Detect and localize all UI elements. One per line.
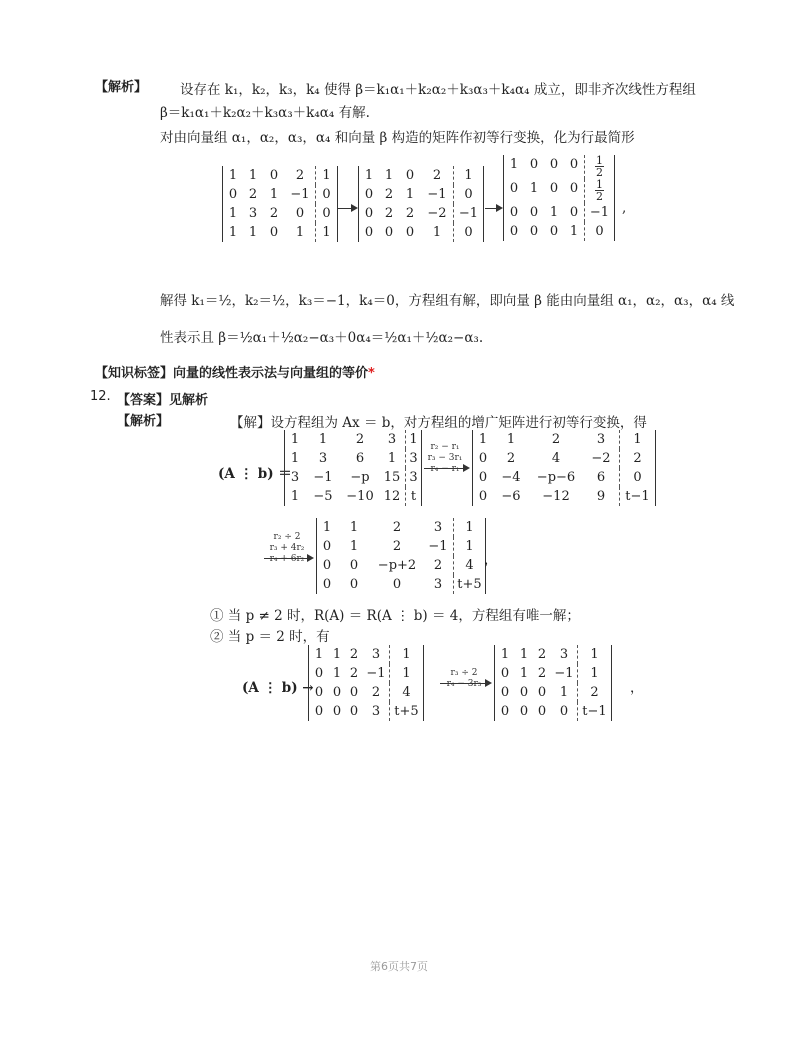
question-number: 12. [90, 389, 111, 404]
knowledge-tag [95, 362, 375, 381]
matrix-cell: 1 [405, 430, 421, 449]
ops-a [424, 442, 466, 475]
matrix-cell: −1 [554, 666, 574, 681]
row-op-label: r₂ ÷ 2 [273, 532, 301, 542]
matrix-cell: $\frac{1}{2}$ [584, 155, 614, 179]
matrix-cell: t−1 [619, 487, 655, 506]
matrix-cell: 1 [506, 432, 516, 447]
matrix-cell: t+5 [453, 575, 485, 594]
matrix-cell: 2 [248, 187, 258, 202]
star-icon: * [368, 366, 375, 381]
matrix-cell: 1 [559, 685, 569, 700]
matrix-cell: 3 [371, 647, 381, 662]
matrix-cell: 1 [389, 645, 423, 664]
matrix-cell: 1 [248, 225, 258, 240]
row-op-label: r₃ ÷ 2 [450, 668, 478, 678]
transform-arrow-a [424, 468, 468, 469]
matrix-cell: 3 [559, 647, 569, 662]
transform-arrow-d [440, 683, 490, 684]
matrix-cell: 1 [387, 451, 397, 466]
knowledge-tag-text: 【知识标签】向量的线性表示法与向量组的等价 [95, 366, 369, 381]
matrix-a [284, 430, 422, 506]
matrix-cell: −1 [313, 470, 333, 485]
matrix-cell: −2 [427, 206, 447, 221]
matrix-cell: 0 [509, 181, 519, 196]
matrix-b [472, 430, 656, 506]
matrix-cell: 0 [537, 704, 547, 719]
matrix-cell: 6 [355, 451, 365, 466]
matrix-cell: 3 [290, 470, 300, 485]
row-op-label: r₂ − r₁ [430, 442, 460, 452]
matrix-cell: 1 [322, 520, 332, 535]
matrix-cell: 0 [500, 666, 510, 681]
augmented-lhs: (A ⋮ b) ＝ [218, 466, 292, 482]
matrix-cell: 1 [384, 168, 394, 183]
matrix-cell: −6 [501, 489, 521, 504]
matrix-cell: −1 [366, 666, 386, 681]
matrix-cell: 0 [315, 185, 337, 204]
matrix-cell: 0 [322, 539, 332, 554]
matrix-cell: 0 [349, 577, 359, 592]
matrix-cell: 0 [569, 205, 579, 220]
matrix-cell: 0 [322, 577, 332, 592]
matrix-cell: 2 [537, 647, 547, 662]
matrix-cell: 0 [478, 489, 488, 504]
matrix-cell: 0 [392, 577, 402, 592]
matrix-cell: 1 [500, 647, 510, 662]
matrix-cell: 3 [596, 432, 606, 447]
matrix-cell: 0 [315, 204, 337, 223]
matrix-cell: 1 [569, 224, 579, 239]
matrix-cell: t [405, 487, 421, 506]
case-2: ② 当 p ＝ 2 时，有 [210, 629, 330, 645]
matrix-cell: −1 [290, 187, 310, 202]
matrix-cell: 1 [519, 666, 529, 681]
matrix-cell: 1 [290, 489, 300, 504]
transform-arrow-2 [485, 208, 501, 209]
matrix-cell: 1 [529, 181, 539, 196]
matrix-cell: 0 [478, 470, 488, 485]
matrix-cell: 0 [384, 225, 394, 240]
solution-intro: 【解】设方程组为 Ax ＝ b，对方程组的增广矩阵进行初等行变换，得 [230, 415, 647, 431]
matrix-cell: 2 [619, 449, 655, 468]
matrix-cell: 1 [349, 520, 359, 535]
matrix-cell: 6 [596, 470, 606, 485]
matrix-cell: 2 [506, 451, 516, 466]
matrix-cell: 1 [349, 539, 359, 554]
matrix-cell: 1 [519, 647, 529, 662]
matrix-cell: 0 [322, 558, 332, 573]
row-op-label: r₄ − 3r₃ [446, 679, 482, 689]
matrix-cell: −p+2 [377, 558, 417, 573]
matrix-cell: 1 [432, 225, 442, 240]
matrix-cell: 0 [569, 181, 579, 196]
matrix-cell: 2 [537, 666, 547, 681]
matrix-cell: 1 [453, 166, 483, 185]
matrix-cell: 0 [500, 685, 510, 700]
matrix-cell: 1 [332, 647, 342, 662]
matrix-cell: 0 [314, 685, 324, 700]
matrix-cell: 1 [453, 537, 485, 556]
matrix-cell: 2 [269, 206, 279, 221]
matrix-cell: 4 [551, 451, 561, 466]
matrix-cell: 2 [405, 206, 415, 221]
matrix-cell: 1 [314, 647, 324, 662]
matrix-cell: 1 [290, 451, 300, 466]
augmented-lhs-2: (A ⋮ b) → [242, 680, 314, 696]
matrix-cell: 0 [549, 224, 559, 239]
matrix-cell: 0 [405, 225, 415, 240]
matrix-cell: 0 [453, 223, 483, 242]
matrix-cell: −p−6 [536, 470, 576, 485]
matrix-cell: 0 [364, 225, 374, 240]
matrix-cell: 1 [295, 225, 305, 240]
matrix-cell: −10 [346, 489, 374, 504]
matrix-cell: 1 [405, 187, 415, 202]
analysis-tag: 【解析】 [95, 80, 148, 95]
matrix-cell: 0 [349, 704, 359, 719]
matrix-cell: 1 [290, 432, 300, 447]
matrix-cell: 1 [577, 664, 611, 683]
matrix-1 [222, 166, 338, 242]
matrix-cell: 3 [387, 432, 397, 447]
matrix-cell: −4 [501, 470, 521, 485]
matrix-cell: 0 [314, 704, 324, 719]
matrix-cell: 0 [478, 451, 488, 466]
matrix-cell: 2 [355, 432, 365, 447]
matrix-cell: 2 [384, 206, 394, 221]
analysis-line-1: 设存在 k₁，k₂，k₃，k₄ 使得 β＝k₁α₁＋k₂α₂＋k₃α₃＋k₄α₄ 成立，即非齐次线性方程组 [180, 82, 696, 98]
matrix-cell: 0 [364, 187, 374, 202]
transform-arrow-b [264, 558, 312, 559]
matrix-cell: 1 [453, 518, 485, 537]
analysis-line-5: 性表示且 β＝½α₁＋½α₂−α₃＋0α₄＝½α₁＋½α₂−α₃. [160, 330, 484, 346]
transform-arrow-1 [338, 208, 356, 209]
matrix-cell: 0 [549, 181, 559, 196]
case-1: ① 当 p ≠ 2 时，R(A) ＝ R(A ⋮ b) ＝ 4，方程组有唯一解； [210, 608, 580, 624]
matrix-cell: 2 [349, 647, 359, 662]
matrix-cell: 0 [619, 468, 655, 487]
matrix-cell: 1 [269, 187, 279, 202]
matrix-cell: 1 [228, 225, 238, 240]
matrix-2 [358, 166, 484, 242]
analysis-tag-12: 【解析】 [117, 414, 170, 429]
matrix-cell: 1 [364, 168, 374, 183]
matrix-cell: 0 [364, 206, 374, 221]
matrix-cell: 3 [248, 206, 258, 221]
matrix-cell: 3 [433, 577, 443, 592]
matrix-cell: −1 [427, 187, 447, 202]
matrix-cell: 0 [453, 185, 483, 204]
matrix-cell: 0 [332, 685, 342, 700]
matrix-cell: 1 [228, 168, 238, 183]
row-op-label: r₄ − r₁ [430, 464, 460, 474]
page-footer: 第6页共7页 [370, 960, 428, 973]
matrix-cell: 1 [619, 430, 655, 449]
matrix-cell: 2 [432, 168, 442, 183]
matrix-cell: 0 [295, 206, 305, 221]
matrix-cell: 0 [314, 666, 324, 681]
matrix-cell: −5 [313, 489, 333, 504]
matrix-cell: 0 [519, 704, 529, 719]
matrix-cell: 0 [500, 704, 510, 719]
matrix-c [316, 518, 486, 594]
matrix-cell: 0 [269, 168, 279, 183]
matrix-cell: 0 [269, 225, 279, 240]
analysis-line-3: 对由向量组 α₁，α₂，α₃，α₄ 和向量 β 构造的矩阵作初等行变换，化为行最简形 [160, 130, 635, 146]
matrix-cell: 0 [509, 224, 519, 239]
matrix-cell: −2 [591, 451, 611, 466]
matrix-cell: 3 [318, 451, 328, 466]
matrix-cell: 0 [559, 704, 569, 719]
matrix-cell: 3 [405, 449, 421, 468]
matrix-3 [503, 155, 615, 241]
analysis-line-4: 解得 k₁＝½，k₂＝½，k₃＝−1，k₄＝0，方程组有解，即向量 β 能由向量组 α₁，α₂，α₃，α₄ 线 [160, 293, 735, 309]
matrix-cell: 2 [384, 187, 394, 202]
matrix-cell: 3 [433, 520, 443, 535]
matrix-cell: −1 [584, 203, 614, 222]
matrix-cell: 0 [228, 187, 238, 202]
matrix-cell: 0 [584, 222, 614, 241]
matrix-cell: 0 [349, 558, 359, 573]
matrix-cell: 2 [551, 432, 561, 447]
matrix-cell: 0 [349, 685, 359, 700]
matrix-cell: 3 [371, 704, 381, 719]
matrix-cell: 0 [529, 224, 539, 239]
matrix-cell: −p [350, 470, 370, 485]
matrix-cell: 2 [392, 539, 402, 554]
matrix-e [494, 645, 612, 721]
matrix-cell: 9 [596, 489, 606, 504]
matrix-cell: −12 [542, 489, 570, 504]
matrix-cell: t−1 [577, 702, 611, 721]
ops-b [264, 532, 310, 565]
matrix-cell: 12 [383, 489, 401, 504]
matrix-cell: 2 [371, 685, 381, 700]
matrix-cell: 4 [389, 683, 423, 702]
row-op-label: r₃ + 4r₂ [269, 543, 305, 553]
matrix-cell: 1 [549, 205, 559, 220]
matrix-cell: 2 [295, 168, 305, 183]
matrix-cell: 15 [383, 470, 401, 485]
matrix-cell: 3 [405, 468, 421, 487]
matrix-cell: 2 [349, 666, 359, 681]
matrix-cell: 1 [315, 166, 337, 185]
matrix-e-comma: ， [630, 680, 644, 696]
matrix-cell: 1 [318, 432, 328, 447]
matrix-cell: −1 [453, 204, 483, 223]
row-op-label: r₃ − 3r₁ [427, 453, 463, 463]
matrix-cell: 1 [478, 432, 488, 447]
matrix-cell: 0 [537, 685, 547, 700]
matrix-cell: 0 [509, 205, 519, 220]
ops-d [440, 668, 488, 690]
answer-tag: 【答案】见解析 [117, 393, 209, 408]
matrix-c-comma: ， [484, 552, 498, 568]
matrix-cell: 0 [549, 157, 559, 172]
matrix-cell: 1 [228, 206, 238, 221]
matrix-cell: 0 [529, 205, 539, 220]
matrix-cell: 1 [389, 664, 423, 683]
matrix-cell: 1 [332, 666, 342, 681]
matrix-cell: 0 [519, 685, 529, 700]
matrix-cell: 0 [569, 157, 579, 172]
matrix-cell: t+5 [389, 702, 423, 721]
matrix-cell: 1 [509, 157, 519, 172]
matrix-cell: 1 [577, 645, 611, 664]
analysis-line-2: β＝k₁α₁＋k₂α₂＋k₃α₃＋k₄α₄ 有解. [160, 105, 370, 121]
matrix-cell: 0 [529, 157, 539, 172]
matrix-cell: −1 [428, 539, 448, 554]
matrix-cell: 2 [577, 683, 611, 702]
matrix-cell: 2 [433, 558, 443, 573]
row-op-label: r₄ + 6r₂ [269, 554, 305, 564]
matrix-cell: 0 [332, 704, 342, 719]
matrix-cell: 0 [405, 168, 415, 183]
matrix-cell: 1 [315, 223, 337, 242]
matrix-cell: 4 [453, 556, 485, 575]
matrix-cell: 1 [248, 168, 258, 183]
matrix-cell: 2 [392, 520, 402, 535]
matrix-cell: $\frac{1}{2}$ [584, 179, 614, 203]
matrix-trailing-comma: , [622, 200, 627, 216]
matrix-d [308, 645, 424, 721]
